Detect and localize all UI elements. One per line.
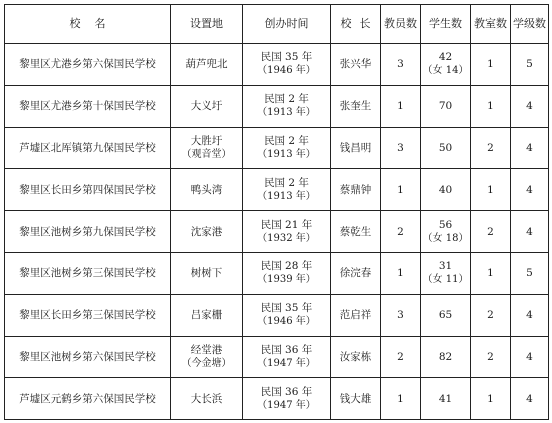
founded-cell [243, 252, 331, 294]
principal-cell: 张兴华 [331, 44, 381, 86]
classrooms-cell: 2 [471, 336, 511, 378]
school-name-cell: 芦墟区元鹤乡第六保国民学校 [5, 378, 171, 420]
students-cell-line: 65 [438, 309, 453, 322]
founded-cell-line: 民国 21 年 [260, 218, 313, 231]
students-cell-line: 70 [438, 100, 453, 113]
grades-cell: 4 [511, 85, 549, 127]
teachers-cell: 3 [381, 294, 421, 336]
students-cell [421, 294, 471, 336]
classrooms-cell: 1 [471, 85, 511, 127]
students-cell [421, 252, 471, 294]
location-cell [171, 211, 243, 253]
founded-cell-line: 民国 28 年 [260, 260, 313, 273]
location-cell-line: 吕家栅 [190, 309, 223, 322]
school-name-cell: 黎里区尤港乡第六保国民学校 [5, 44, 171, 86]
location-cell [171, 252, 243, 294]
table-row [5, 211, 549, 253]
founded-cell-line: （1913 年） [257, 107, 316, 119]
location-cell [171, 85, 243, 127]
founded-cell-line: 民国 35 年 [260, 302, 313, 315]
table-row [5, 336, 549, 378]
founded-cell-line: （1913 年） [257, 190, 316, 202]
students-cell-line: 82 [438, 350, 453, 363]
founded-cell-line: （1946 年） [257, 65, 316, 77]
location-cell-line: 葫芦兜北 [185, 58, 228, 71]
header-principal: 校长 [331, 5, 381, 44]
teachers-cell: 1 [381, 169, 421, 211]
classrooms-cell: 1 [471, 169, 511, 211]
founded-cell [243, 294, 331, 336]
school-name-cell: 黎里区池树乡第六保国民学校 [5, 336, 171, 378]
founded-cell-line: 民国 36 年 [260, 385, 313, 398]
founded-cell [243, 378, 331, 420]
classrooms-cell: 2 [471, 211, 511, 253]
founded-cell-line: （1913 年） [257, 148, 316, 160]
teachers-cell: 3 [381, 127, 421, 169]
students-cell [421, 378, 471, 420]
location-cell-line: （今金塘） [181, 357, 232, 369]
students-cell [421, 211, 471, 253]
grades-cell: 4 [511, 294, 549, 336]
header-students: 学生数 [421, 5, 471, 44]
founded-cell-line: （1947 年） [257, 399, 316, 411]
location-cell-line: （观音堂） [181, 148, 232, 160]
header-grades: 学级数 [511, 5, 549, 44]
location-cell [171, 44, 243, 86]
header-name: 校名 [5, 5, 171, 44]
table-row [5, 252, 549, 294]
classrooms-cell: 2 [471, 294, 511, 336]
table-row [5, 85, 549, 127]
table-row [5, 44, 549, 86]
principal-cell: 钱大雄 [331, 378, 381, 420]
founded-cell [243, 211, 331, 253]
school-name-cell: 黎里区尤港乡第十保国民学校 [5, 85, 171, 127]
table-row [5, 169, 549, 211]
founded-cell-line: （1947 年） [257, 357, 316, 369]
students-cell [421, 85, 471, 127]
students-cell-line: 50 [438, 141, 453, 154]
classrooms-cell: 2 [471, 127, 511, 169]
location-cell [171, 127, 243, 169]
table-row [5, 378, 549, 420]
location-cell-line: 大义圩 [190, 100, 223, 113]
students-cell [421, 44, 471, 86]
header-location: 设置地 [171, 5, 243, 44]
school-table [4, 4, 549, 420]
founded-cell [243, 127, 331, 169]
teachers-cell: 2 [381, 336, 421, 378]
location-cell-line: 树树下 [190, 267, 223, 280]
table-body [5, 44, 549, 420]
classrooms-cell: 1 [471, 252, 511, 294]
location-cell [171, 378, 243, 420]
students-cell [421, 336, 471, 378]
school-name-cell: 黎里区池树乡第九保国民学校 [5, 211, 171, 253]
location-cell-line: 经堂港 [190, 343, 223, 356]
school-name-cell: 黎里区池树乡第三保国民学校 [5, 252, 171, 294]
students-cell-line: 41 [438, 392, 453, 405]
founded-cell [243, 336, 331, 378]
header-founded: 创办时间 [243, 5, 331, 44]
header-classrooms: 教室数 [471, 5, 511, 44]
founded-cell [243, 85, 331, 127]
grades-cell: 4 [511, 378, 549, 420]
founded-cell-line: 民国 35 年 [260, 51, 313, 64]
students-cell-line: （女 18） [422, 232, 469, 244]
table-row [5, 294, 549, 336]
principal-cell: 钱昌明 [331, 127, 381, 169]
founded-cell [243, 169, 331, 211]
principal-cell: 范启祥 [331, 294, 381, 336]
grades-cell: 5 [511, 252, 549, 294]
founded-cell [243, 44, 331, 86]
location-cell-line: 大胜圩 [190, 134, 223, 147]
founded-cell-line: 民国 2 年 [264, 93, 309, 106]
teachers-cell: 1 [381, 252, 421, 294]
students-cell-line: （女 11） [422, 274, 469, 286]
founded-cell-line: （1946 年） [257, 316, 316, 328]
principal-cell: 蔡鼎钟 [331, 169, 381, 211]
grades-cell: 4 [511, 336, 549, 378]
location-cell-line: 大长浜 [190, 392, 223, 405]
students-cell [421, 169, 471, 211]
students-cell-line: 31 [438, 260, 453, 273]
founded-cell-line: 民国 36 年 [260, 343, 313, 356]
location-cell-line: 鸭头湾 [190, 183, 223, 196]
principal-cell: 徐浣春 [331, 252, 381, 294]
students-cell-line: 40 [438, 183, 453, 196]
principal-cell: 蔡乾生 [331, 211, 381, 253]
students-cell-line: 42 [438, 51, 453, 64]
classrooms-cell: 1 [471, 44, 511, 86]
grades-cell: 4 [511, 211, 549, 253]
grades-cell: 4 [511, 127, 549, 169]
location-cell-line: 沈家港 [190, 225, 223, 238]
principal-cell: 汝家栋 [331, 336, 381, 378]
location-cell [171, 294, 243, 336]
grades-cell: 5 [511, 44, 549, 86]
classrooms-cell: 1 [471, 378, 511, 420]
founded-cell-line: （1939 年） [257, 274, 316, 286]
teachers-cell: 3 [381, 44, 421, 86]
students-cell-line: （女 14） [422, 65, 469, 77]
location-cell [171, 169, 243, 211]
table-header-row [5, 5, 549, 44]
school-name-cell: 芦墟区北厍镇第九保国民学校 [5, 127, 171, 169]
grades-cell: 4 [511, 169, 549, 211]
table-row [5, 127, 549, 169]
header-teachers: 教员数 [381, 5, 421, 44]
teachers-cell: 1 [381, 85, 421, 127]
founded-cell-line: 民国 2 年 [264, 134, 309, 147]
teachers-cell: 2 [381, 211, 421, 253]
location-cell [171, 336, 243, 378]
school-name-cell: 黎里区长田乡第三保国民学校 [5, 294, 171, 336]
students-cell [421, 127, 471, 169]
principal-cell: 张奎生 [331, 85, 381, 127]
founded-cell-line: （1932 年） [257, 232, 316, 244]
teachers-cell: 1 [381, 378, 421, 420]
founded-cell-line: 民国 2 年 [264, 176, 309, 189]
students-cell-line: 56 [438, 218, 453, 231]
school-name-cell: 黎里区长田乡第四保国民学校 [5, 169, 171, 211]
